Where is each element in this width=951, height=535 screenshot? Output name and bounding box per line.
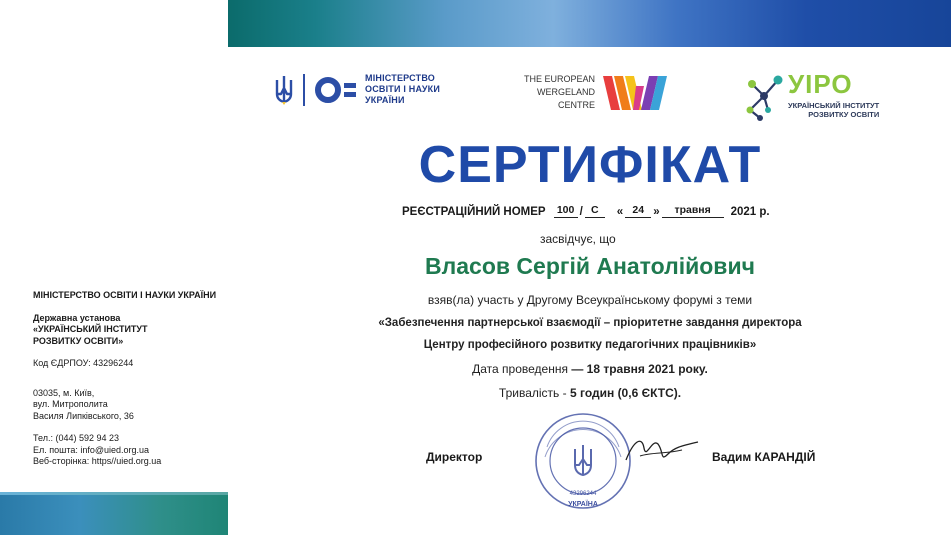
- ministry-logo-text: МІНІСТЕРСТВО ОСВІТИ І НАУКИ УКРАЇНИ: [365, 73, 440, 105]
- duration: [240, 386, 940, 400]
- issuer-info: [33, 290, 223, 468]
- date-year: 2021 р.: [730, 206, 770, 218]
- ewc-logo-text: THE EUROPEAN WERGELAND CENTRE: [524, 74, 596, 110]
- uipo-logo: [742, 70, 879, 122]
- seal-country: УКРАЇНА: [568, 501, 598, 508]
- official-seal-icon: [533, 407, 633, 515]
- uipo-title: УІРО: [788, 69, 853, 99]
- ewc-logo: [524, 73, 667, 112]
- registration-slash: /: [579, 206, 583, 218]
- trident-icon: [273, 74, 295, 106]
- ministry-logo: [273, 73, 440, 106]
- issuer-address-3: Василя Липківського, 36: [33, 410, 134, 421]
- director-label: Директор: [426, 450, 483, 464]
- bottom-gradient-band: [0, 495, 228, 535]
- top-gradient-band: [228, 0, 951, 47]
- seal-code: 43296244: [569, 491, 597, 497]
- date-day: 24: [625, 204, 651, 218]
- registration-label: РЕЄСТРАЦІЙНИЙ НОМЕР: [402, 206, 546, 218]
- issuer-email: Ел. пошта: info@uied.org.ua: [33, 444, 150, 455]
- recipient-name: Власов Сергій Анатолійович: [425, 253, 755, 279]
- issuer-inst-line-2: «УКРАЇНСЬКИЙ ІНСТИТУТ: [33, 324, 148, 334]
- ewc-w-icon: [603, 74, 667, 112]
- event-date-label: Дата проведення: [472, 362, 568, 376]
- issuer-inst-line-1: Державна установа: [33, 312, 121, 323]
- certifies-text: засвідчує, що: [540, 232, 616, 246]
- registration-line: [402, 204, 770, 218]
- director-name: Вадим КАРАНДІЙ: [712, 450, 816, 464]
- registration-number: 100: [554, 204, 578, 218]
- issuer-address-1: 03035, м. Київ,: [33, 387, 95, 398]
- date-close-quote: »: [653, 206, 660, 218]
- event-date: [240, 362, 940, 376]
- participation-text: взяв(ла) участь у Другому Всеукраїнському форумі з теми: [427, 293, 753, 307]
- issuer-inst-line-3: РОЗВИТКУ ОСВІТИ»: [33, 335, 124, 346]
- issuer-code: Код ЄДРПОУ: 43296244: [33, 358, 134, 368]
- network-nodes-icon: [742, 70, 784, 122]
- logo-separator: [303, 74, 305, 106]
- issuer-org-title: МІНІСТЕРСТВО ОСВІТИ І НАУКИ УКРАЇНИ: [33, 290, 217, 300]
- ministry-mark-icon: [315, 77, 356, 103]
- certificate-headline: СЕРТИФІКАТ: [418, 136, 762, 194]
- uipo-subtitle: УКРАЇНСЬКИЙ ІНСТИТУТ РОЗВИТКУ ОСВІТИ: [788, 101, 880, 119]
- registration-suffix: С: [585, 204, 605, 218]
- date-month: травня: [662, 204, 724, 218]
- director-signature: [622, 430, 702, 470]
- topic-line-1: «Забезпечення партнерської взаємодії – пріоритетне завдання директора: [378, 317, 802, 329]
- issuer-website: Веб-сторінка: https//uied.org.ua: [33, 456, 162, 466]
- event-date-value: — 18 травня 2021 року.: [571, 362, 708, 376]
- duration-value: 5 годин (0,6 ЄКТС).: [569, 386, 682, 400]
- topic-line-2: Центру професійного розвитку педагогічних працівників»: [423, 339, 757, 351]
- duration-label: Тривалість -: [498, 386, 567, 400]
- issuer-phone: Тел.: (044) 592 94 23: [33, 433, 120, 443]
- date-open-quote: «: [616, 206, 624, 218]
- issuer-address-2: вул. Митрополита: [33, 399, 108, 409]
